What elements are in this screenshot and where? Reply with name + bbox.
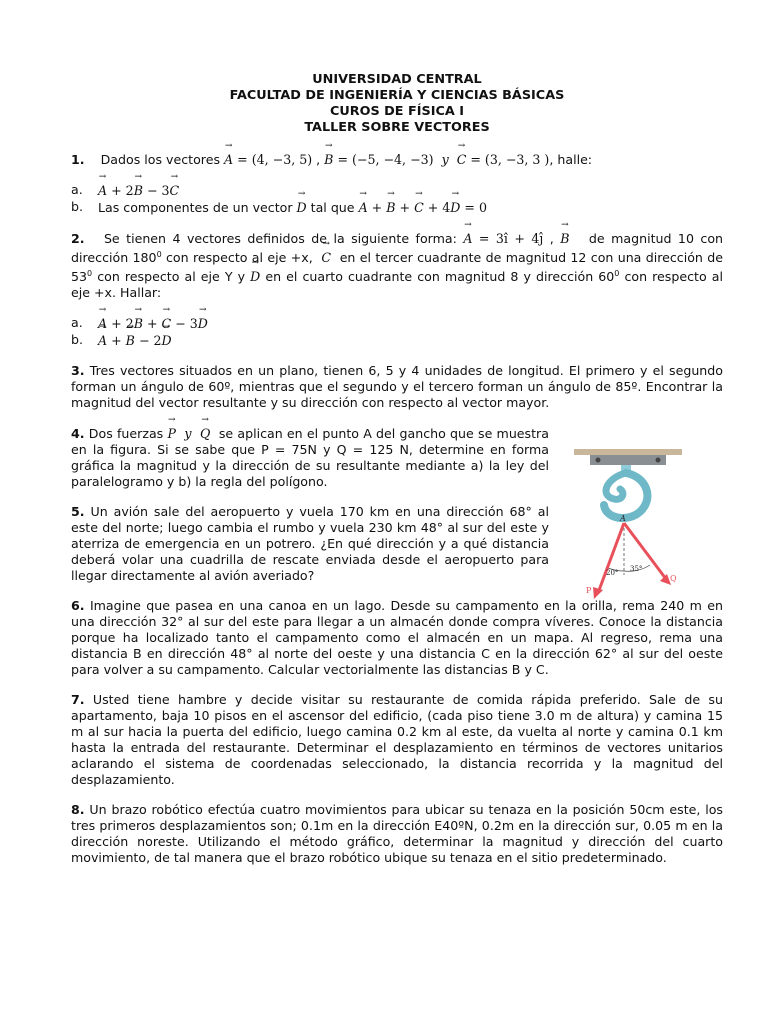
- university-name: UNIVERSIDAD CENTRAL: [312, 72, 482, 87]
- worksheet-title: TALLER SOBRE VECTORES: [304, 120, 490, 135]
- vector-a: → A: [224, 151, 233, 168]
- p-label: P: [586, 586, 592, 595]
- question-1b: b. Las componentes de un vector → D tal que → A + → B + → C + 4→ D = 0: [71, 199, 723, 216]
- question-2b: b. → A + → B − 2→ D: [71, 332, 723, 349]
- question-3: 3. Tres vectores situados en un plano, tienen 6, 5 y 4 unidades de longitud. El primero y el segundo forman un ángulo de 60º, mientras que el segundo y el tercero forman un ángulo de 85º. Encontrar la magnitud del vector resultante y su dirección con respecto al vector mayor.: [71, 363, 723, 411]
- question-4: 4. Dos fuerzas → P y → Q se aplican en el punto A del gancho que se muestra en la figura. Si se sabe que P = 75N y Q = 125 N, determine en forma gráfica la magnitud y la dirección de su resultante mediante a) la ley del paralelogramo y b) la regla del polígono.: [71, 425, 549, 490]
- mount-bracket: [590, 455, 666, 465]
- question-1a: a. → A + 2→ B − 3→ C: [71, 182, 723, 199]
- hook-upper-curve: [606, 473, 626, 499]
- question-7: 7. Usted tiene hambre y decide visitar su restaurante de comida rápida preferido. Sale de su apartamento, baja 10 pisos en el ascensor del edificio, (cada piso tiene 3.0 m de altura) y camina 15 m al sur hacia la puerta del edificio, luego camina 0.2 km al este, da vuelta al norte y camina 0.1 km hasta la entrada del restaurante. Determinar el desplazamiento en términos de vectores unitarios aclarando el sistema de coordenadas seleccionado, la distancia recorrida y la magnitud del desplazamiento.: [71, 692, 723, 788]
- question-1: 1. Dados los vectores → A = (4, −3, 5) , → B = (−5, −4, −3) y → C = (3, −3, 3 ), halle:: [71, 151, 723, 168]
- point-a-label: A: [620, 514, 626, 523]
- faculty-name: FACULTAD DE INGENIERÍA Y CIENCIAS BÁSICAS: [229, 88, 565, 103]
- arrow-head-p: [593, 587, 603, 599]
- hook-figure: [568, 447, 688, 603]
- angle-35-label: 35°: [630, 565, 643, 573]
- force-p-arrow: [598, 523, 624, 593]
- vector-c: → C: [457, 151, 467, 168]
- course-name: CUROS DE FÍSICA I: [330, 104, 464, 119]
- question-8: 8. Un brazo robótico efectúa cuatro movimientos para ubicar su tenaza en la posición 50cm este, los tres primeros desplazamientos son; 0.1m en la dirección E40ºN, 0.2m en la dirección sur, 0.05 m en la dirección noreste. Utilizando el método gráfico, determinar la magnitud y dirección del cuarto movimiento, de tal manera que el brazo robótico ubique su tenaza en el sitio predeterminado.: [71, 802, 723, 866]
- bolt-icon: [656, 458, 661, 463]
- vector-b: → B: [324, 151, 333, 168]
- question-2: 2. Se tienen 4 vectores definidos de la siguiente forma: → A = 3î + 4ĵ , → B de magnitud 10 con dirección $180^0$ con respecto al eje +x, → C en el tercer cuadrante de magnitud 12 con una dirección de $53^0$ con respecto al eje Y y → D en el cuarto cuadrante con magnitud 8 y dirección $60^0$ con respecto al eje +x. Hallar:: [71, 230, 723, 301]
- q-label: Q: [670, 574, 677, 583]
- question-5: 5. Un avión sale del aeropuerto y vuela 170 km en una dirección 68° al este del norte; luego cambia el rumbo y vuela 230 km 48° al sur del este y aterriza de emergencia en un potrero. ¿En qué dirección y a qué distancia deberá volar una cuadrilla de rescate enviada desde el aeropuerto para llegar directamente al avión averiado?: [71, 504, 549, 584]
- document-header: [71, 72, 723, 136]
- bolt-icon: [596, 458, 601, 463]
- question-6: 6. Imagine que pasea en una canoa en un lago. Desde su campamento en la orilla, rema 240 m en una dirección 32° al sur del este para llegar a un almacén donde compra víveres. Conoce la distancia porque ha localizado tanto el campamento como el almacén en un mapa. Al regreso, rema una distancia B en dirección 48° al norte del oeste y una distancia C en la dirección 62° al sur del oeste para volver a su campamento. Calcular vectorialmente las distancias B y C.: [71, 598, 723, 678]
- question-2a: a. → A + 2→ B + → C − 3→ D: [71, 315, 723, 332]
- angle-20-label: 20°: [606, 569, 619, 577]
- ceiling-plate: [574, 449, 682, 455]
